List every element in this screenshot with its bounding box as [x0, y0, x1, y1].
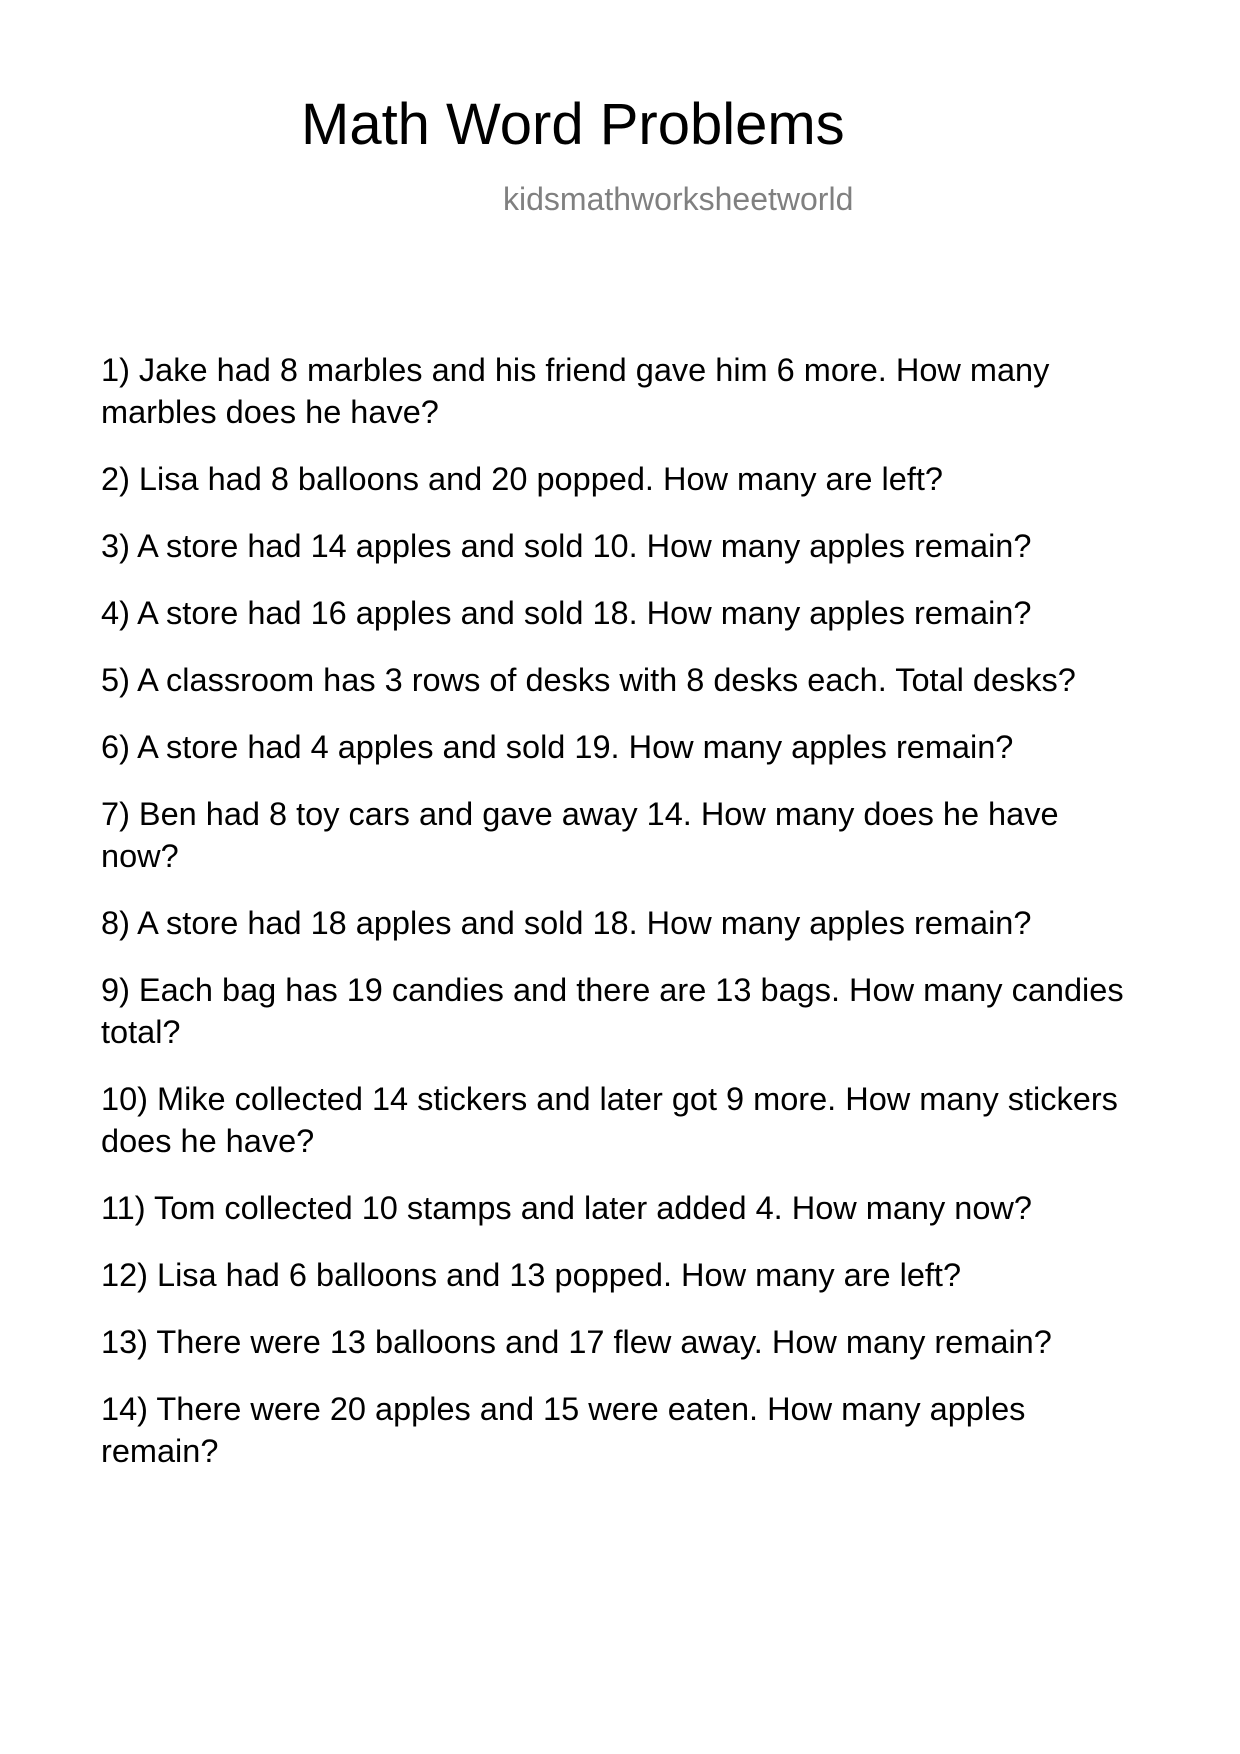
problem-item: 12) Lisa had 6 balloons and 13 popped. How many are left?	[101, 1257, 962, 1293]
problem-item: 8) A store had 18 apples and sold 18. How many apples remain?	[101, 905, 1032, 941]
page-title: Math Word Problems	[301, 92, 845, 157]
problem-item: 6) A store had 4 apples and sold 19. How many apples remain?	[101, 729, 1014, 765]
problem-list	[101, 349, 1141, 1497]
problem-item: 7) Ben had 8 toy cars and gave away 14. How many does he have now?	[101, 796, 1059, 874]
page-subtitle: kidsmathworksheetworld	[503, 181, 854, 217]
problem-item: 4) A store had 16 apples and sold 18. How many apples remain?	[101, 595, 1032, 631]
problem-item: 14) There were 20 apples and 15 were eaten. How many apples remain?	[101, 1391, 1026, 1469]
problem-item: 5) A classroom has 3 rows of desks with 8 desks each. Total desks?	[101, 662, 1076, 698]
problem-item: 11) Tom collected 10 stamps and later added 4. How many now?	[101, 1190, 1032, 1226]
problem-item: 3) A store had 14 apples and sold 10. How many apples remain?	[101, 528, 1032, 564]
problem-item: 10) Mike collected 14 stickers and later got 9 more. How many stickers does he have?	[101, 1081, 1118, 1159]
problem-item: 9) Each bag has 19 candies and there are 13 bags. How many candies total?	[101, 972, 1124, 1050]
problem-item: 2) Lisa had 8 balloons and 20 popped. How many are left?	[101, 461, 943, 497]
problem-item: 1) Jake had 8 marbles and his friend gave him 6 more. How many marbles does he have?	[101, 352, 1050, 430]
problem-item: 13) There were 13 balloons and 17 flew away. How many remain?	[101, 1324, 1052, 1360]
